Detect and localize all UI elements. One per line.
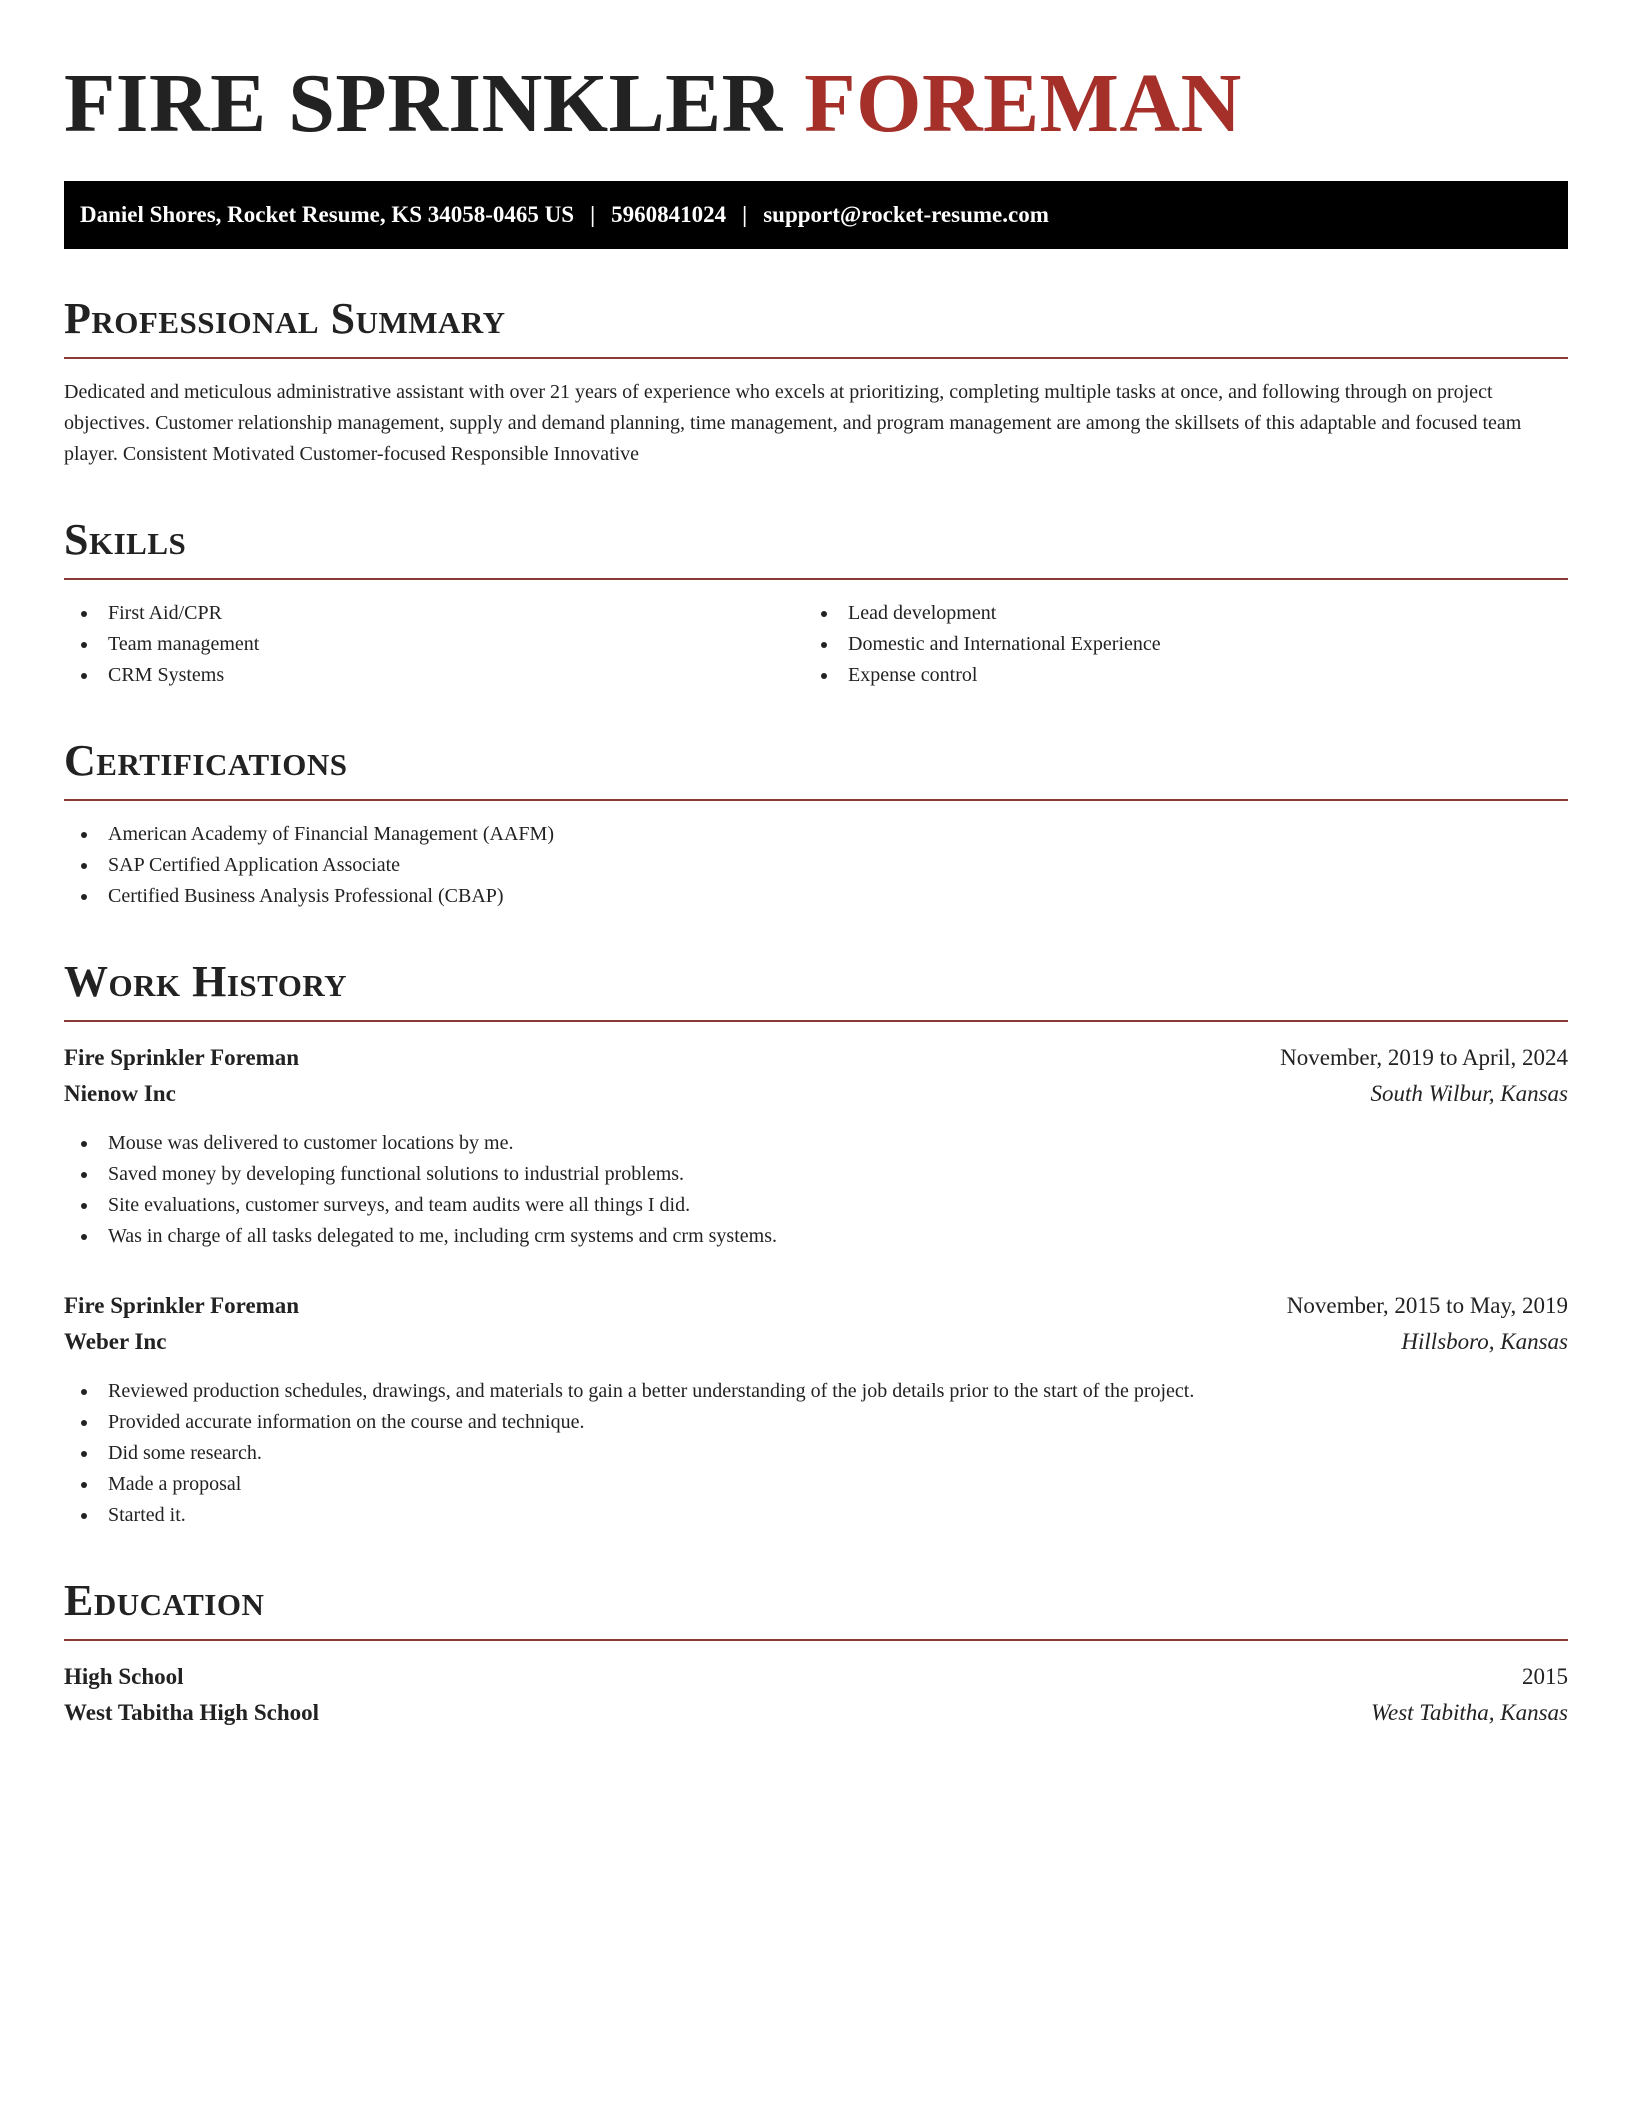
work-history-heading: Work History — [64, 960, 1568, 1022]
job-dates: November, 2019 to April, 2024 — [1280, 1045, 1568, 1070]
contact-address: Daniel Shores, Rocket Resume, KS 34058-0465 US — [80, 202, 575, 227]
job-bullet: Reviewed production schedules, drawings, and materials to gain a better understanding of the job details prior to the start of the project. — [64, 1376, 1568, 1407]
resume-title — [64, 57, 1568, 150]
job-title: Fire Sprinkler Foreman — [64, 1045, 300, 1070]
summary-heading: Professional Summary — [64, 297, 1568, 359]
job-entry — [64, 1040, 1568, 1252]
skills-grid — [64, 598, 1568, 691]
skill-item: First Aid/CPR — [64, 598, 804, 629]
job-location: South Wilbur, Kansas — [1370, 1081, 1568, 1106]
job-entry — [64, 1288, 1568, 1531]
certifications-section — [64, 736, 1568, 912]
education-degree: High School — [64, 1664, 184, 1689]
skills-heading: Skills — [64, 518, 1568, 580]
skills-list-right — [804, 598, 1544, 691]
contact-email: support@rocket-resume.com — [763, 202, 1049, 227]
skill-item: Team management — [64, 629, 804, 660]
title-part2: FOREMAN — [804, 57, 1242, 150]
work-history-section — [64, 957, 1568, 1531]
skill-item: Domestic and International Experience — [804, 629, 1544, 660]
education-heading: Education — [64, 1579, 1568, 1641]
education-location: West Tabitha, Kansas — [1370, 1700, 1568, 1725]
certification-item: American Academy of Financial Management (AAFM) — [64, 819, 1568, 850]
summary-section — [64, 294, 1568, 470]
job-company: Nienow Inc — [64, 1081, 176, 1106]
education-year: 2015 — [1522, 1664, 1568, 1689]
job-bullet: Saved money by developing functional solutions to industrial problems. — [64, 1159, 1568, 1190]
contact-separator: | — [742, 202, 748, 227]
skills-section — [64, 515, 1568, 691]
title-part1: FIRE SPRINKLER — [64, 57, 783, 150]
certifications-list — [64, 819, 1568, 912]
job-bullet: Site evaluations, customer surveys, and team audits were all things I did. — [64, 1190, 1568, 1221]
job-dates: November, 2015 to May, 2019 — [1286, 1293, 1568, 1318]
job-bullets — [64, 1128, 1568, 1252]
job-bullet: Mouse was delivered to customer locations by me. — [64, 1128, 1568, 1159]
skills-list-left — [64, 598, 804, 691]
summary-text: Dedicated and meticulous administrative assistant with over 21 years of experience who excels at prioritizing, completing multiple tasks at once, and following through on project objectives. Customer relationship management, supply and demand planning, time management, and program management are among the skillsets of this adaptable and focused team player. Consistent Motivated Customer-focused Responsible Innovative — [64, 381, 1522, 465]
education-entry — [64, 1659, 1568, 1731]
contact-separator: | — [590, 202, 596, 227]
skill-item: CRM Systems — [64, 660, 804, 691]
job-bullet: Provided accurate information on the course and technique. — [64, 1407, 1568, 1438]
certification-item: Certified Business Analysis Professional (CBAP) — [64, 881, 1568, 912]
job-location: Hillsboro, Kansas — [1401, 1329, 1568, 1354]
certifications-heading: Certifications — [64, 739, 1568, 801]
job-bullet: Started it. — [64, 1500, 1568, 1531]
education-section — [64, 1576, 1568, 1731]
job-bullet: Did some research. — [64, 1438, 1568, 1469]
skill-item: Lead development — [804, 598, 1544, 629]
education-school: West Tabitha High School — [64, 1700, 319, 1725]
skill-item: Expense control — [804, 660, 1544, 691]
job-bullets — [64, 1376, 1568, 1531]
contact-bar — [64, 181, 1568, 249]
job-bullet: Made a proposal — [64, 1469, 1568, 1500]
certification-item: SAP Certified Application Associate — [64, 850, 1568, 881]
job-bullet: Was in charge of all tasks delegated to me, including crm systems and crm systems. — [64, 1221, 1568, 1252]
contact-phone: 5960841024 — [611, 202, 727, 227]
job-title: Fire Sprinkler Foreman — [64, 1293, 300, 1318]
job-company: Weber Inc — [64, 1329, 167, 1354]
